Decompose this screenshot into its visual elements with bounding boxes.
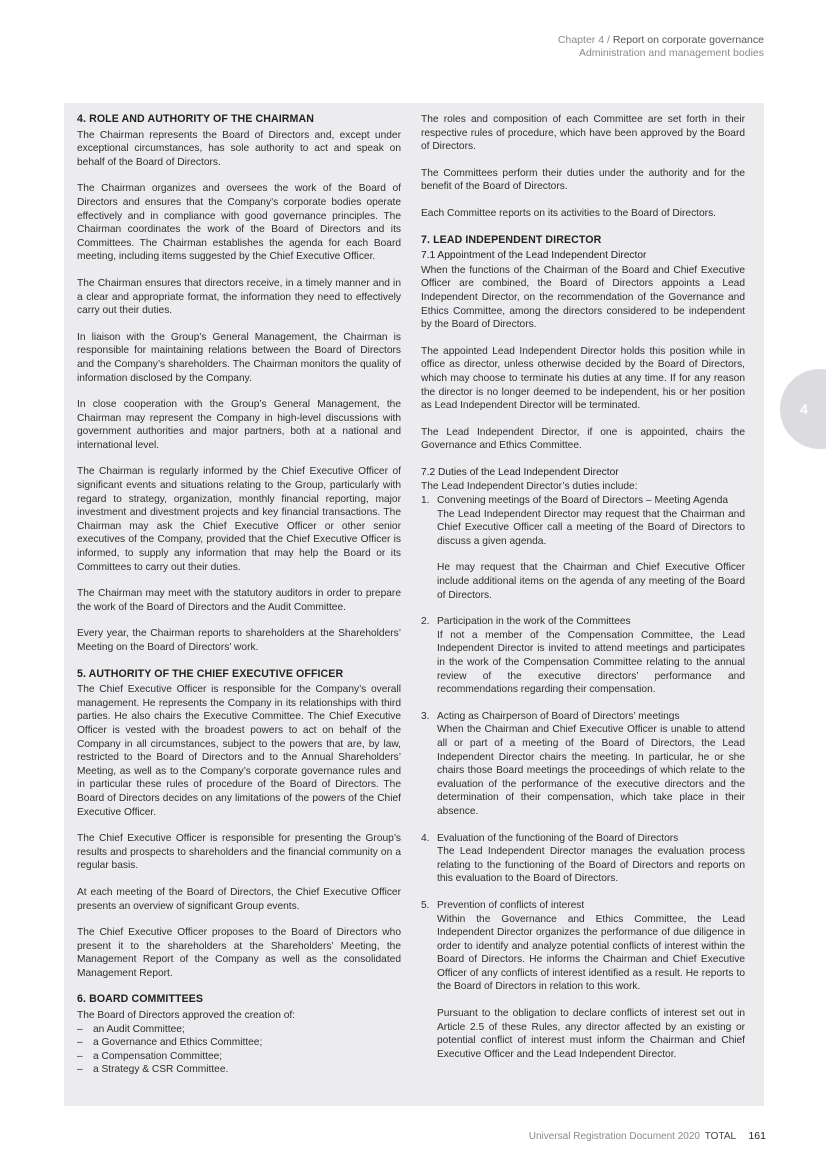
committee-list xyxy=(77,1023,401,1077)
section-6-intro: The Board of Directors approved the creation of: xyxy=(77,1010,296,1022)
list-item xyxy=(421,899,745,1062)
section-7-1-paragraph: When the functions of the Chairman of the Board and Chief Executive Officer are combined, the Board of Directors appoints a Lead Independent Director, on the recommendation of the Governance and Ethics Committee, among the directors considered to be independent by the Board of Directors. xyxy=(421,264,745,331)
content-panel xyxy=(64,103,764,1106)
list-item-title: Prevention of conflicts of interest xyxy=(437,899,585,911)
section-5-paragraph: At each meeting of the Board of Directors, the Chief Executive Officer presents an overview of significant Group events. xyxy=(77,886,401,912)
duties-list xyxy=(421,494,745,1061)
list-item-number: 4. xyxy=(421,832,430,844)
list-item-title: Convening meetings of the Board of Directors – Meeting Agenda xyxy=(437,495,729,507)
section-6-title: 6. BOARD COMMITTEES xyxy=(77,993,204,1006)
committees-paragraph: Each Committee reports on its activities to the Board of Directors. xyxy=(421,207,716,219)
list-item-paragraph: If not a member of the Compensation Committee, the Lead Independent Director is invited to attend meetings and participates in the work of the Compensation Committee relating to the annual review of the executive directors’ performance and recommendations regarding their compensation. xyxy=(437,629,745,696)
list-item: – a Governance and Ethics Committee; xyxy=(77,1036,401,1050)
list-item-title: Evaluation of the functioning of the Board of Directors xyxy=(437,832,679,844)
section-4-paragraph: In liaison with the Group’s General Management, the Chairman is responsible for maintaining relations between the Board of Directors and the Company’s shareholders. The Chairman monitors the quality of information disclosed by the Company. xyxy=(77,331,401,384)
list-item-title: Acting as Chairperson of Board of Directors’ meetings xyxy=(437,710,680,722)
section-4-paragraph: The Chairman organizes and oversees the work of the Board of Directors and ensures that the Company’s corporate bodies operate effectively and in compliance with good governance principles. The Chairman coordinates the work of the Board of Directors and its Committees. The Chairman establishes the agenda for each Board meeting, including items suggested by the Chief Executive Officer. xyxy=(77,183,401,263)
section-4-paragraph: Every year, the Chairman reports to shareholders at the Shareholders’ Meeting on the Board of Directors’ work. xyxy=(77,628,401,653)
list-item-paragraph: The Lead Independent Director may request that the Chairman and Chief Executive Officer call a meeting of the Board of Directors to discuss a given agenda. xyxy=(437,508,745,547)
list-item-number: 1. xyxy=(421,495,430,507)
list-item-paragraph: He may request that the Chairman and Chief Executive Officer include additional items on the agenda of any meeting of the Board of Directors. xyxy=(437,562,745,601)
committees-paragraph: The Committees perform their duties under the authority and for the benefit of the Board of Directors. xyxy=(421,167,745,193)
section-4-paragraph: The Chairman may meet with the statutory auditors in order to prepare the work of the Board of Directors and the Audit Committee. xyxy=(77,588,401,613)
section-title: Administration and management bodies xyxy=(578,47,764,59)
list-item-title: Participation in the work of the Committees xyxy=(437,616,631,628)
header-separator: / xyxy=(604,34,613,46)
list-item-paragraph: Within the Governance and Ethics Committee, the Lead Independent Director organizes the performance of due diligence in order to identify and analyze potential conflicts of interest within the Board of Directors. He informs the Chairman and Chief Executive Officer of any conflicts of interest identified as a result. He reports to the Board of Directors in relation to this work. xyxy=(437,913,745,993)
section-4-paragraph: The Chairman ensures that directors receive, in a timely manner and in a clear and appropriate format, the information they need to effectively carry out their duties. xyxy=(77,277,401,317)
brand-name: TOTAL xyxy=(704,1131,736,1142)
header-chapter-line xyxy=(558,34,764,47)
section-7-1-paragraph: The Lead Independent Director, if one is appointed, chairs the Governance and Ethics Committee. xyxy=(421,426,745,452)
section-4-paragraph: The Chairman represents the Board of Directors and, except under exceptional circumstances, has sole authority to act and speak on behalf of the Board of Directors. xyxy=(77,129,401,168)
section-7-title: 7. LEAD INDEPENDENT DIRECTOR xyxy=(421,233,602,246)
page-footer xyxy=(529,1130,766,1142)
chapter-title: Report on corporate governance xyxy=(612,34,764,46)
list-item: – an Audit Committee; xyxy=(77,1023,401,1037)
list-item-paragraph: When the Chairman and Chief Executive Officer is unable to attend all or part of a meeting of the Board of Directors, the Lead Independent Director chairs the meeting. In particular, he or she chairs those Board meetings the proceedings of which relate to the evaluation of the performance of the executive directors and the determination of their compensation, which take place in their absence. xyxy=(437,724,745,817)
list-item: – a Strategy & CSR Committee. xyxy=(77,1063,401,1077)
section-4-title: 4. ROLE AND AUTHORITY OF THE CHAIRMAN xyxy=(77,113,314,125)
list-item-number: 2. xyxy=(421,616,430,628)
left-column xyxy=(77,113,401,1077)
subsection-7-1-title: 7.1 Appointment of the Lead Independent Director xyxy=(421,250,647,262)
list-item xyxy=(421,494,745,602)
list-item-number: 3. xyxy=(421,710,430,722)
section-5-title: 5. AUTHORITY OF THE CHIEF EXECUTIVE OFFICER xyxy=(77,667,344,680)
section-7-2-intro: The Lead Independent Director’s duties include: xyxy=(421,481,638,493)
subsection-7-2-title: 7.2 Duties of the Lead Independent Director xyxy=(421,466,619,478)
page-number: 161 xyxy=(748,1130,766,1142)
chapter-tab[interactable] xyxy=(780,369,826,449)
list-item-number: 5. xyxy=(421,899,430,911)
list-item: – a Compensation Committee; xyxy=(77,1050,401,1064)
section-5-paragraph: The Chief Executive Officer proposes to the Board of Directors who present it to the shareholders at the Shareholders’ Meeting, the Management Report of the Company as well as the consolidated Management Report. xyxy=(77,927,401,979)
section-4-paragraph: In close cooperation with the Group’s General Management, the Chairman may represent the Company in high-level discussions with government authorities and major partners, both at a national and international level. xyxy=(77,399,401,451)
chapter-label: Chapter 4 xyxy=(557,34,605,46)
section-5-paragraph: The Chief Executive Officer is responsible for the Company’s overall management. He represents the Company in its relationships with third parties. He also chairs the Executive Committee. The Chief Executive Officer is vested with the broadest powers to act on behalf of the Company in all circumstances, subject to the powers that are, by law, restricted to the Board of Directors and to the Annual Shareholders’ Meeting, as well as to the Company’s corporate governance rules and in particular these rules of procedure of the Board of Directors. The Board of Directors decides on any limitations of the powers of the Chief Executive Officer. xyxy=(77,684,401,818)
section-4-paragraph: The Chairman is regularly informed by the Chief Executive Officer of significant events and situations relating to the Group, particularly with regard to strategy, organization, monthly financial reporting, major investment and divestment projects and key financial transactions. The Chairman may ask the Chief Executive Officer or other senior executives of the Company, provided that the Chief Executive Officer is informed, to supply any information that may help the Board or its Committees to carry out their duties. xyxy=(77,466,401,573)
page-header xyxy=(558,34,764,60)
document-title: Universal Registration Document 2020 xyxy=(528,1131,700,1142)
list-item xyxy=(421,615,745,697)
list-item-paragraph: The Lead Independent Director manages the evaluation process relating to the functioning of the Board of Directors and reports on this evaluation to the Board of Directors. xyxy=(437,846,745,885)
list-item xyxy=(421,832,745,886)
list-item xyxy=(421,710,745,819)
committees-paragraph: The roles and composition of each Committee are set forth in their respective rules of procedure, which have been approved by the Board of Directors. xyxy=(421,114,745,153)
section-5-paragraph: The Chief Executive Officer is responsible for presenting the Group’s results and prospects to shareholders and the financial community on a regular basis. xyxy=(77,833,401,872)
right-column xyxy=(421,113,745,1074)
chapter-tab-number: 4 xyxy=(800,401,808,417)
list-item-paragraph: Pursuant to the obligation to declare conflicts of interest set out in Article 2.5 of these Rules, any director affected by an existing or potential conflict of interest must inform the Chairman and Chief Executive Officer and the Lead Independent Director. xyxy=(437,1008,745,1060)
section-7-1-paragraph: The appointed Lead Independent Director holds this position while in office as director, unless otherwise decided by the Board of Directors, which may choose to terminate his duties at any time. If for any reason the director is no longer deemed to be independent, his or her position as Lead Independent Director will be terminated. xyxy=(421,345,745,412)
